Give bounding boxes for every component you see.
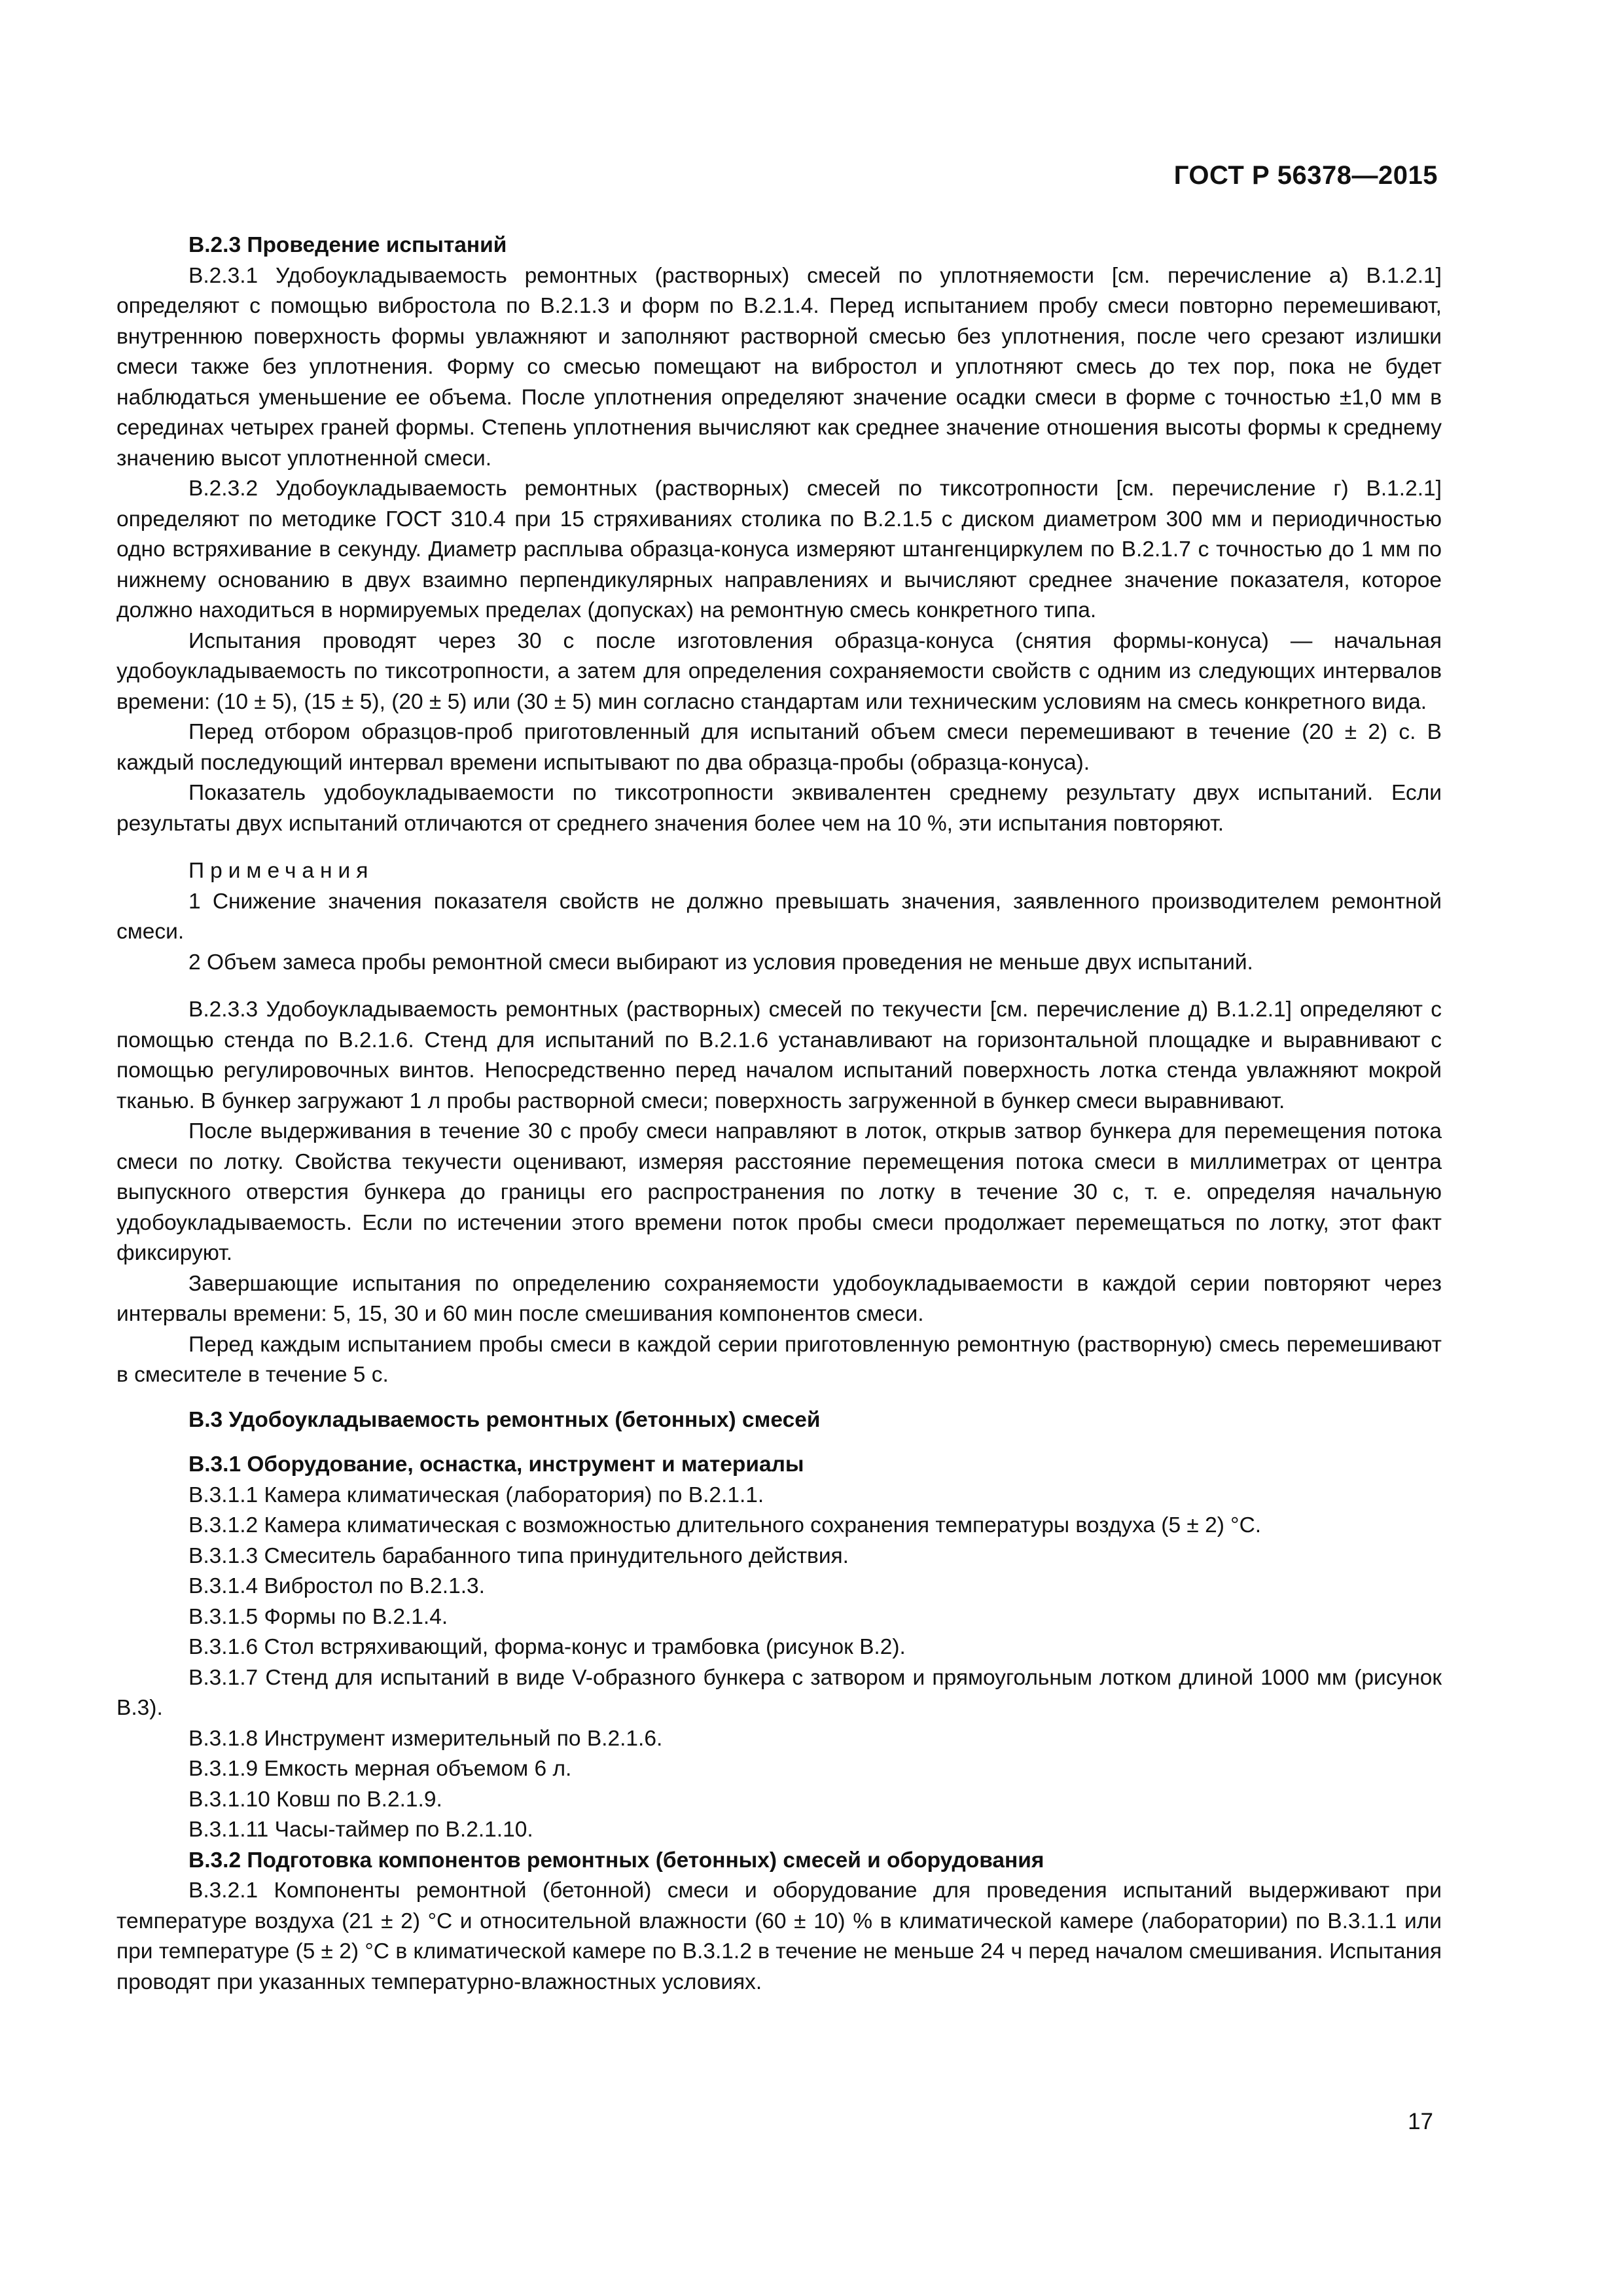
paragraph-each-test: Перед каждым испытанием пробы смеси в каждой серии приготовленную ремонтную (растворную) смесь перемешивают в смесителе в течение 5 с. [116,1332,1442,1387]
item-b316: В.3.1.6 Стол встряхивающий, форма-конус и трамбовка (рисунок В.2). [188,1635,906,1659]
section-heading-b3: В.3 Удобоукладываемость ремонтных (бетонных) смесей [188,1407,821,1432]
item-b314: В.3.1.4 Вибростол по В.2.1.3. [188,1574,485,1598]
standard-designation: ГОСТ Р 56378—2015 [1173,161,1438,190]
paragraph-indicator: Показатель удобоукладываемости по тиксотропности эквивалентен среднему результату двух испытаний. Если результаты двух испытаний отличаются от среднего значения более чем на 10 %, эти испытания повторяют. [116,781,1442,836]
paragraph-tests-30s: Испытания проводят через 30 с после изготовления образца-конуса (снятия формы-конуса) — начальная удобоукладываемость по тиксотропности, а затем для определения сохраняемости свойств с одним из следующих интервалов времени: (10 ± 5), (15 ± 5), (20 ± 5) или (30 ± 5) мин согласно стандартам или техническим условиям на смесь конкретного вида. [116,628,1442,714]
item-b317: В.3.1.7 Стенд для испытаний в виде V-образного бункера с затвором и прямоугольным лотком длиной 1000 мм (рисунок В.3). [116,1665,1442,1720]
page-number: 17 [1408,2109,1433,2134]
item-b315: В.3.1.5 Формы по В.2.1.4. [188,1604,448,1629]
item-b318: В.3.1.8 Инструмент измерительный по В.2.1.6. [188,1726,663,1751]
paragraph-final-tests: Завершающие испытания по определению сохраняемости удобоукладываемости в каждой серии повторяют через интервалы времени: 5, 15, 30 и 60 мин после смешивания компонентов смеси. [116,1271,1442,1326]
note-1: 1 Снижение значения показателя свойств не должно превышать значения, заявленного производителем ремонтной смеси. [116,889,1442,944]
paragraph-b2322: В.2.3.2 Удобоукладываемость ремонтных (растворных) смесей по тиксотропности [см. перечисление г) В.1.2.1] определяют по методике ГОСТ 310.4 при 15 стряхиваниях столика по В.2.1.5 с диском диаметром 300 мм и периодичностью одно встряхивание в секунду. Диаметр расплыва образца-конуса измеряют штангенциркулем по В.2.1.7 с точностью до 1 мм по нижнему основанию в двух взаимно перпендикулярных направлениях и вычисляют среднее значение показателя, которое должно находиться в нормируемых пределах (допусках) на ремонтную смесь конкретного типа. [116,476,1442,622]
item-b312: В.3.1.2 Камера климатическая с возможностью длительного сохранения температуры воздуха (5 ± 2) °С. [188,1513,1262,1537]
item-b313: В.3.1.3 Смеситель барабанного типа принудительного действия. [188,1543,849,1568]
section-heading-b23: В.2.3 Проведение испытаний [188,233,507,257]
item-b3111: В.3.1.11 Часы-таймер по В.2.1.10. [188,1818,533,1842]
notes-title: Примечания [188,859,374,883]
paragraph-before-sampling: Перед отбором образцов-проб приготовленный для испытаний объем смеси перемешивают в течение (20 ± 2) с. В каждый последующий интервал времени испытывают по два образца-пробы (образца-конуса). [116,720,1442,775]
page-body [116,230,1442,1998]
item-b3110: В.3.1.10 Ковш по В.2.1.9. [188,1787,442,1812]
paragraph-b2311: В.2.3.1 Удобоукладываемость ремонтных (растворных) смесей по уплотняемости [см. перечисление а) В.1.2.1] определяют с помощью вибростола по В.2.1.3 и форм по В.2.1.4. Перед испытанием пробу смеси повторно перемешивают, внутреннюю поверхность формы увлажняют и заполняют растворной смесью без уплотнения, после чего срезают излишки смеси также без уплотнения. Форму со смесью помещают на вибростол и уплотняют смесь до тех пор, пока не будет наблюдаться уменьшение ее объема. После уплотнения определяют значение осадки смеси в форме с точностью ±1,0 мм в серединах четырех граней формы. Степень уплотнения вычисляют как среднее значение отношения высоты формы к среднему значению высот уплотненной смеси. [116,263,1442,471]
note-2: 2 Объем замеса пробы ремонтной смеси выбирают из условия проведения не меньше двух испытаний. [188,950,1253,975]
section-heading-b31: В.3.1 Оборудование, оснастка, инструмент и материалы [188,1452,804,1477]
item-b311: В.3.1.1 Камера климатическая (лаборатория) по В.2.1.1. [188,1482,764,1507]
item-b319: В.3.1.9 Емкость мерная объемом 6 л. [188,1757,572,1781]
paragraph-holding: После выдерживания в течение 30 с пробу смеси направляют в лоток, открыв затвор бункера для перемещения потока смеси по лотку. Свойства текучести оценивают, измеряя расстояние перемещения потока смеси в миллиметрах от центра выпускного отверстия бункера до границы его распространения по лотку в течение 30 с, т. е. определяя начальную удобоукладываемость. Если по истечении этого времени поток пробы смеси продолжает перемещаться по лотку, этот факт фиксируют. [116,1119,1442,1265]
section-heading-b32: В.3.2 Подготовка компонентов ремонтных (бетонных) смесей и оборудования [188,1848,1044,1873]
paragraph-b2333: В.2.3.3 Удобоукладываемость ремонтных (растворных) смесей по текучести [см. перечисление д) В.1.2.1] определяют с помощью стенда по В.2.1.6. Стенд для испытаний по В.2.1.6 устанавливают на горизонтальной площадке и выравнивают с помощью регулировочных винтов. Непосредственно перед началом испытаний поверхность лотка стенда увлажняют мокрой тканью. В бункер загружают 1 л пробы растворной смеси; поверхность загруженной в бункер смеси выравнивают. [116,997,1442,1113]
item-b321: В.3.2.1 Компоненты ремонтной (бетонной) смеси и оборудование для проведения испытаний выдерживают при температуре воздуха (21 ± 2) °С и относительной влажности (60 ± 10) % в климатической камере (лаборатории) по В.3.1.1 или при температуре (5 ± 2) °С в климатической камере по В.3.1.2 в течение не меньше 24 ч перед началом смешивания. Испытания проводят при указанных температурно-влажностных условиях. [116,1878,1442,1994]
